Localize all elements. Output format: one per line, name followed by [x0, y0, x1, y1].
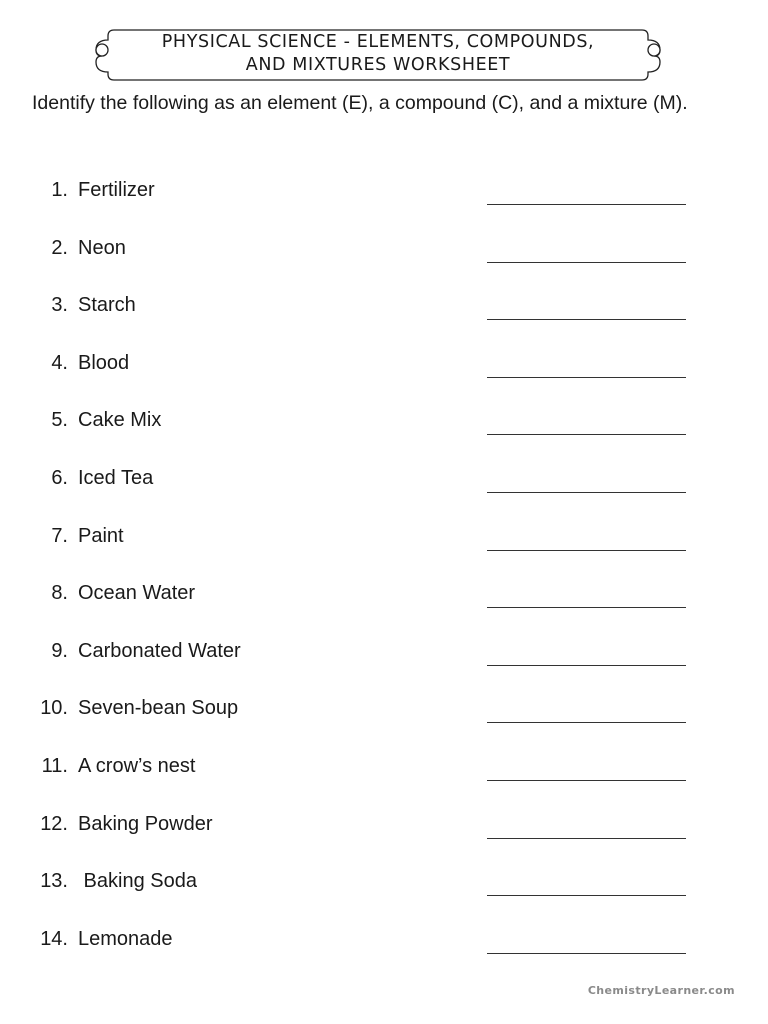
question-number: 14.: [40, 927, 68, 950]
answer-blank[interactable]: [487, 204, 686, 205]
title-line-1: PHYSICAL SCIENCE - ELEMENTS, COMPOUNDS,: [161, 32, 595, 52]
question-row: [0, 697, 768, 737]
question-text: Neon: [78, 236, 126, 259]
question-row: [0, 928, 768, 968]
question-number: 1.: [51, 179, 68, 201]
answer-blank[interactable]: [487, 722, 686, 723]
question-row: [0, 525, 768, 565]
question-number: 5.: [51, 409, 68, 432]
question-number: 8.: [51, 582, 68, 605]
answer-blank[interactable]: [487, 780, 686, 781]
answer-blank[interactable]: [487, 492, 686, 493]
question-text: A crow’s nest: [78, 755, 196, 777]
question-number: 9.: [51, 639, 68, 662]
question-number: 2.: [51, 236, 68, 259]
question-row: [0, 582, 768, 622]
question-text: Fertilizer: [78, 179, 155, 201]
question-text: Iced Tea: [78, 467, 154, 489]
question-text: Seven-bean Soup: [78, 697, 239, 720]
title-line-2: AND MIXTURES WORKSHEET: [245, 55, 511, 75]
answer-blank[interactable]: [487, 319, 686, 320]
answer-blank[interactable]: [487, 434, 686, 435]
question-number: 4.: [51, 351, 68, 374]
question-text: Carbonated Water: [78, 639, 241, 662]
answer-blank[interactable]: [487, 262, 686, 263]
question-number: 3.: [51, 294, 68, 317]
site-credit: ChemistryLearner.com: [587, 984, 735, 997]
question-number: 6.: [51, 467, 68, 489]
question-number: 11.: [41, 755, 68, 777]
question-number: 7.: [51, 524, 68, 547]
question-number: 12.: [40, 812, 68, 835]
worksheet-title: [112, 31, 644, 77]
answer-blank[interactable]: [487, 665, 686, 666]
question-text: Baking Soda: [78, 870, 197, 893]
question-text: Blood: [78, 351, 130, 374]
answer-blank[interactable]: [487, 895, 686, 896]
answer-blank[interactable]: [487, 607, 686, 608]
question-text: Ocean Water: [78, 582, 196, 605]
question-row: [0, 179, 768, 219]
question-text: Starch: [78, 294, 136, 317]
question-text: Cake Mix: [78, 409, 162, 432]
question-row: [0, 352, 768, 392]
question-row: [0, 294, 768, 334]
answer-blank[interactable]: [487, 838, 686, 839]
instructions: Identify the following as an element (E), a compound (C), and a mixture (M).: [32, 92, 688, 114]
title-banner: [92, 28, 664, 82]
question-row: [0, 409, 768, 449]
question-row: [0, 755, 768, 795]
answer-blank[interactable]: [487, 550, 686, 551]
question-number: 13.: [40, 870, 68, 893]
question-row: [0, 813, 768, 853]
question-row: [0, 870, 768, 910]
question-row: [0, 237, 768, 277]
question-number: 10.: [40, 697, 68, 720]
question-row: [0, 467, 768, 507]
question-text: Lemonade: [78, 927, 173, 950]
question-text: Paint: [78, 524, 124, 547]
answer-blank[interactable]: [487, 377, 686, 378]
answer-blank[interactable]: [487, 953, 686, 954]
question-text: Baking Powder: [78, 812, 213, 835]
question-row: [0, 640, 768, 680]
